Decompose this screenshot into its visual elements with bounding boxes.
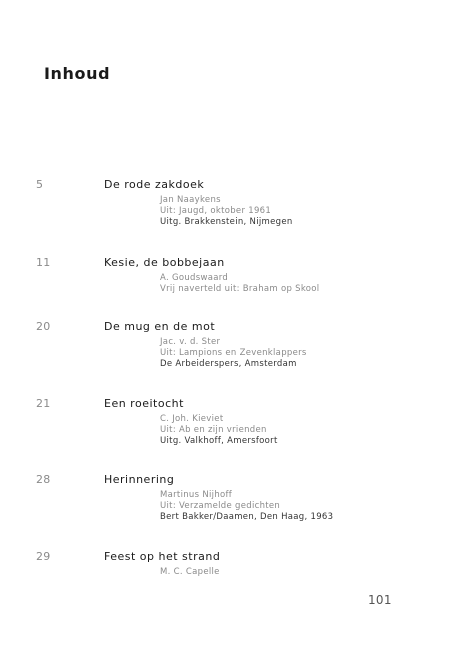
entry-page-number: 29 — [36, 550, 51, 563]
entry-title: Feest op het strand — [104, 550, 221, 563]
page-number: 101 — [368, 593, 392, 607]
entry-title: Herinnering — [104, 473, 175, 486]
entry-author: C. Joh. Kieviet — [160, 414, 224, 424]
entry-title: Een roeitocht — [104, 397, 184, 410]
entry-publisher: Bert Bakker/Daamen, Den Haag, 1963 — [160, 512, 334, 522]
entry-title: De mug en de mot — [104, 320, 216, 333]
entry-meta — [160, 195, 293, 228]
entry-source: Uit: Lampions en Zevenklappers — [160, 348, 307, 358]
entry-publisher: De Arbeiderspers, Amsterdam — [160, 359, 297, 369]
entry-author: Jac. v. d. Ster — [160, 337, 221, 347]
entry-publisher: Uitg. Valkhoff, Amersfoort — [160, 436, 278, 446]
entry-source: Uit: Ab en zijn vrienden — [160, 425, 267, 435]
entry-meta — [160, 567, 220, 578]
entry-page-number: 11 — [36, 256, 51, 269]
entry-source: Vrij naverteld uit: Braham op Skool — [160, 284, 320, 294]
page-title: Inhoud — [44, 64, 111, 83]
entry-page-number: 20 — [36, 320, 51, 333]
entry-author: Martinus Nijhoff — [160, 490, 233, 500]
entry-author: A. Goudswaard — [160, 273, 229, 283]
entry-page-number: 5 — [36, 178, 44, 191]
entry-page-number: 21 — [36, 397, 51, 410]
entry-title: Kesie, de bobbejaan — [104, 256, 225, 269]
entry-meta — [160, 337, 307, 370]
entry-meta — [160, 490, 333, 523]
entry-source: Uit: Verzamelde gedichten — [160, 501, 281, 511]
entry-meta — [160, 414, 278, 447]
entry-title: De rode zakdoek — [104, 178, 205, 191]
entry-publisher: Uitg. Brakkenstein, Nijmegen — [160, 217, 293, 227]
entry-source: Uit: Jaugd, oktober 1961 — [160, 206, 272, 216]
entry-author: Jan Naaykens — [160, 195, 221, 205]
entry-meta — [160, 273, 319, 295]
entry-page-number: 28 — [36, 473, 51, 486]
entry-author: M. C. Capelle — [160, 567, 220, 577]
